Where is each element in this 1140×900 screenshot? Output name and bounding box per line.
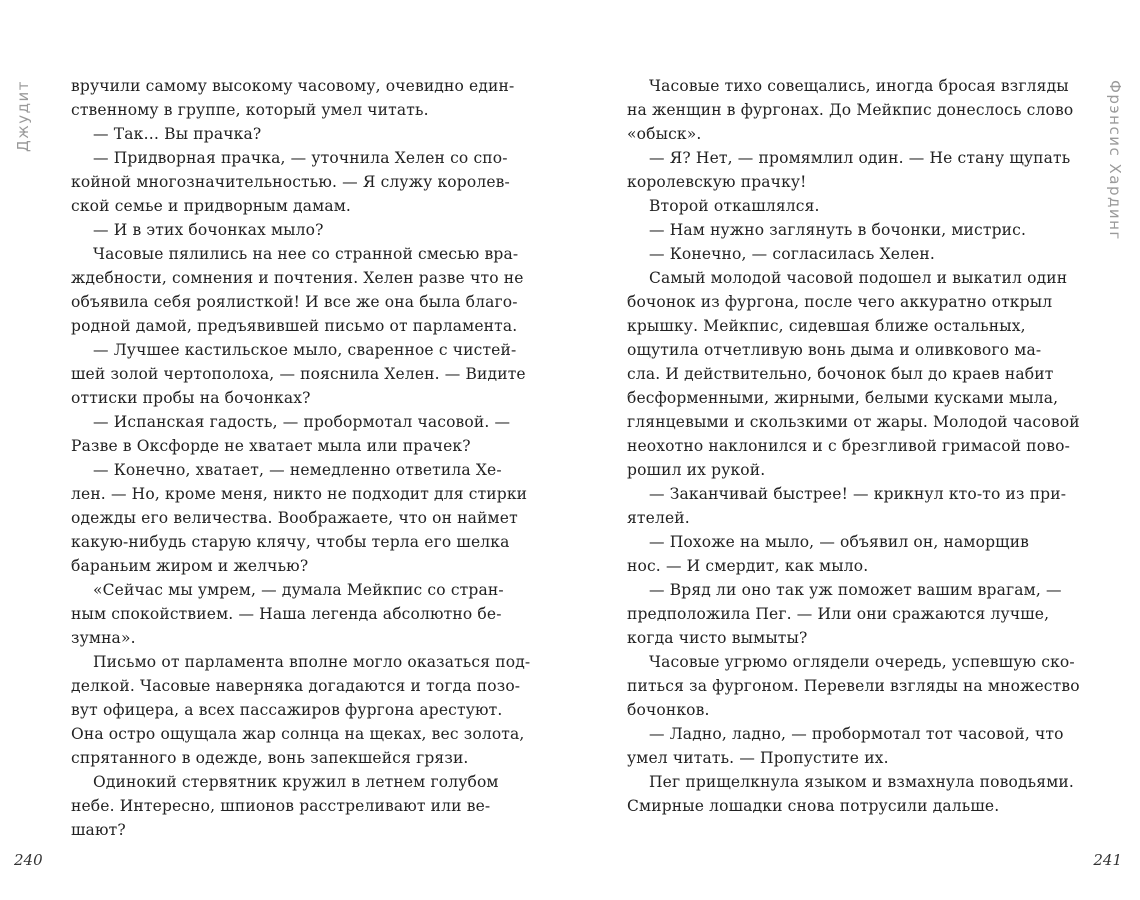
- text-line: объявила себя роялисткой! И все же она была благо-: [71, 293, 518, 311]
- text-line: — Заканчивай быстрее! — крикнул кто-то из при-: [649, 485, 1067, 503]
- text-line: шают?: [71, 821, 126, 839]
- text-line: — Придворная прачка, — уточнила Хелен со спо-: [93, 149, 508, 167]
- text-line: Одинокий стервятник кружил в летнем голубом: [93, 773, 499, 791]
- left-page-text: [71, 74, 531, 842]
- text-line: нос. — И смердит, как мыло.: [627, 557, 869, 575]
- text-line: Часовые пялились на нее со странной смесью вра-: [93, 245, 519, 263]
- text-line: — И в этих бочонках мыло?: [93, 221, 324, 239]
- text-line: питься за фургоном. Перевели взгляды на множество: [627, 677, 1080, 695]
- text-line: сла. И действительно, бочонок был до краев набит: [627, 365, 1054, 383]
- text-line: Часовые тихо совещались, иногда бросая взгляды: [649, 77, 1069, 95]
- text-line: ятелей.: [627, 509, 690, 527]
- text-line: койной многозначительностью. — Я служу королев-: [71, 173, 510, 191]
- text-line: родной дамой, предъявившей письмо от парламента.: [71, 317, 518, 335]
- text-line: оттиски пробы на бочонках?: [71, 389, 311, 407]
- text-line: бочонков.: [627, 701, 710, 719]
- text-line: — Вряд ли оно так уж поможет вашим врагам, —: [649, 581, 1062, 599]
- text-line: Пег прищелкнула языком и взмахнула поводьями.: [649, 773, 1074, 791]
- right-page: [570, 0, 1140, 900]
- text-line: какую-нибудь старую клячу, чтобы терла его шелка: [71, 533, 510, 551]
- text-line: «Сейчас мы умрем, — думала Мейкпис со стран-: [93, 581, 504, 599]
- text-line: Часовые угрюмо оглядели очередь, успевшую ско-: [649, 653, 1075, 671]
- text-line: небе. Интересно, шпионов расстреливают или ве-: [71, 797, 491, 815]
- text-line: неохотно наклонился и с брезгливой гримасой пово-: [627, 437, 1071, 455]
- text-line: ощутила отчетливую вонь дыма и оливкового ма-: [627, 341, 1042, 359]
- text-line: когда чисто вымыты?: [627, 629, 808, 647]
- text-line: — Испанская гадость, — пробормотал часовой. —: [93, 413, 511, 431]
- text-line: — Нам нужно заглянуть в бочонки, мистрис.: [649, 221, 1027, 239]
- text-line: — Конечно, — согласилась Хелен.: [649, 245, 935, 263]
- text-line: Второй откашлялся.: [649, 197, 820, 215]
- right-page-text: [627, 74, 1080, 818]
- text-line: шей золой чертополоха, — пояснила Хелен. — Видите: [71, 365, 526, 383]
- text-line: «обыск».: [627, 125, 702, 143]
- text-line: ской семье и придворным дамам.: [71, 197, 351, 215]
- running-head-author: Фрэнсис Хардинг: [1106, 80, 1124, 241]
- text-line: рошил их рукой.: [627, 461, 766, 479]
- text-line: зумна».: [71, 629, 136, 647]
- text-line: предположила Пег. — Или они сражаются лучше,: [627, 605, 1050, 623]
- text-line: — Лучшее кастильское мыло, сваренное с чистей-: [93, 341, 517, 359]
- text-line: Смирные лошадки снова потрусили дальше.: [627, 797, 1000, 815]
- text-line: на женщин в фургонах. До Мейкпис донеслось слово: [627, 101, 1074, 119]
- text-line: делкой. Часовые наверняка догадаются и тогда позо-: [71, 677, 521, 695]
- text-line: королевскую прачку!: [627, 173, 807, 191]
- page-number: 241: [1093, 851, 1122, 869]
- text-line: ственному в группе, который умел читать.: [71, 101, 429, 119]
- text-line: вручили самому высокому часовому, очевидно един-: [71, 77, 515, 95]
- text-line: глянцевыми и скользкими от жары. Молодой часовой: [627, 413, 1080, 431]
- text-line: — Я? Нет, — промямлил один. — Не стану щупать: [649, 149, 1071, 167]
- page-number: 240: [14, 851, 43, 869]
- text-line: крышку. Мейкпис, сидевшая ближе остальных,: [627, 317, 1026, 335]
- text-line: спрятанного в одежде, вонь запекшейся грязи.: [71, 749, 469, 767]
- text-line: бочонок из фургона, после чего аккуратно открыл: [627, 293, 1053, 311]
- text-line: — Ладно, ладно, — пробормотал тот часовой, что: [649, 725, 1064, 743]
- text-line: Разве в Оксфорде не хватает мыла или прачек?: [71, 437, 471, 455]
- text-line: — Конечно, хватает, — немедленно ответила Хе-: [93, 461, 502, 479]
- text-line: Она остро ощущала жар солнца на щеках, вес золота,: [71, 725, 525, 743]
- text-line: — Похоже на мыло, — объявил он, наморщив: [649, 533, 1030, 551]
- running-head-author: Джудит: [14, 80, 32, 152]
- text-line: бесформенными, жирными, белыми кусками мыла,: [627, 389, 1059, 407]
- text-line: одежды его величества. Воображаете, что он наймет: [71, 509, 518, 527]
- text-line: вут офицера, а всех пассажиров фургона арестуют.: [71, 701, 503, 719]
- text-line: Письмо от парламента вполне могло оказаться под-: [93, 653, 531, 671]
- text-line: — Так… Вы прачка?: [93, 125, 262, 143]
- text-line: ным спокойствием. — Наша легенда абсолютно бе-: [71, 605, 502, 623]
- text-line: умел читать. — Пропустите их.: [627, 749, 889, 767]
- text-line: лен. — Но, кроме меня, никто не подходит для стирки: [71, 485, 528, 503]
- text-line: Самый молодой часовой подошел и выкатил один: [649, 269, 1068, 287]
- text-line: бараньим жиром и желчью?: [71, 557, 309, 575]
- text-line: ждебности, сомнения и почтения. Хелен разве что не: [71, 269, 524, 287]
